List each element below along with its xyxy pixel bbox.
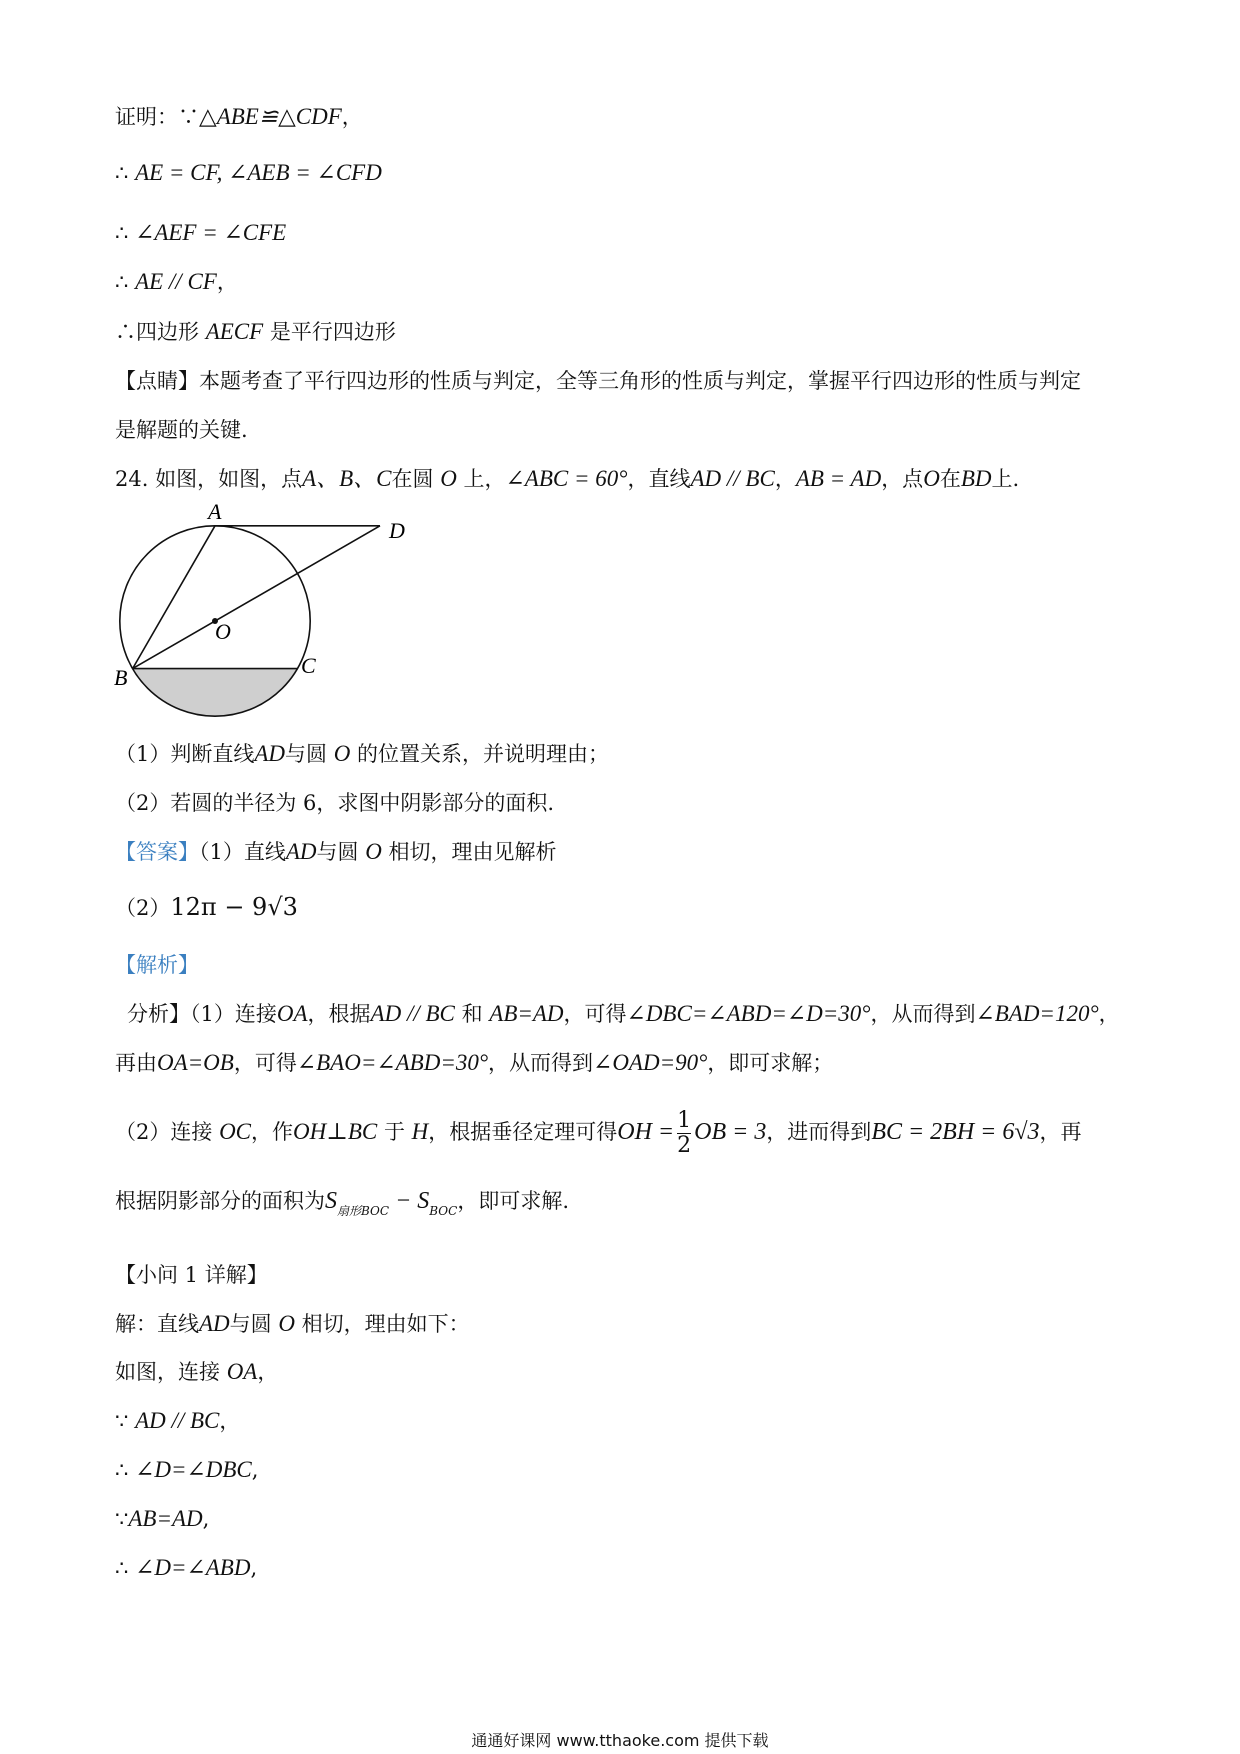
fraction-one-half: $\frac{1}{2}$ xyxy=(677,1108,692,1158)
footer-watermark: 通通好课网 www.tthaoke.com 提供下载 xyxy=(471,1731,769,1750)
answer-tag: 【答案】 xyxy=(115,840,199,864)
jiexi-tag: 【解析】 xyxy=(115,953,199,977)
shaded-segment xyxy=(133,669,298,717)
detail-line-6: ∴ ∠D=∠ABD, xyxy=(115,1555,258,1580)
segment-bd xyxy=(133,526,380,669)
proof-line-4: ∴ AE // CF， xyxy=(115,269,238,294)
detail-tag: 【小问 1 详解】 xyxy=(115,1263,268,1287)
segment-ab xyxy=(133,526,215,669)
label-b: B xyxy=(114,665,128,690)
detail-line-5: ∵AB=AD, xyxy=(115,1506,210,1531)
subquestion-1: （1）判断直线AD与圆 O 的位置关系，并说明理由； xyxy=(115,741,610,766)
detail-line-3: ∵ AD // BC， xyxy=(115,1408,241,1433)
label-o: O xyxy=(215,619,231,644)
analysis-line-1: 分析】（1）连接OA，根据AD // BC 和 AB=AD，可得∠DBC=∠ABD=∠D=30°，从而得到∠BAD=120°， xyxy=(127,1001,1120,1026)
label-a: A xyxy=(208,500,222,524)
proof-line-5: ∴四边形 AECF 是平行四边形 xyxy=(115,319,396,344)
analysis-line-2: 再由OA=OB，可得∠BAO=∠ABD=30°，从而得到∠OAD=90°，即可求解； xyxy=(115,1050,834,1075)
dianjing-line-2: 是解题的关键. xyxy=(115,418,248,442)
analysis-line-4: 根据阴影部分的面积为$S_{扇形BOC} - S_{BOC}$，即可求解. xyxy=(115,1188,570,1218)
question-24-stem: 24. 如图，如图，点A、B、C在圆 O 上，∠ABC = 60°，直线AD // BC，AB = AD，点O在BD上. xyxy=(115,466,1020,491)
proof-line-2: ∴ AE = CF, ∠AEB = ∠CFD xyxy=(115,160,382,185)
dianjing-line-1: 【点睛】本题考查了平行四边形的性质与判定，全等三角形的性质与判定，掌握平行四边形的性质与判定 xyxy=(115,369,1081,393)
label-d: D xyxy=(389,518,405,543)
detail-line-1: 解：直线AD与圆 O 相切，理由如下： xyxy=(115,1311,470,1336)
dianjing-tag: 【点睛】 xyxy=(115,369,199,393)
answer-line-1: 【答案】（1）直线AD与圆 O 相切，理由见解析 xyxy=(115,839,557,864)
answer-line-2: （2）12π − 9√3 xyxy=(115,893,298,921)
proof-line-1: 证明：∵△ABE≌△CDF， xyxy=(115,104,363,129)
subquestion-2: （2）若圆的半径为 6，求图中阴影部分的面积. xyxy=(115,791,555,815)
label-c: C xyxy=(301,653,316,678)
geometry-figure xyxy=(110,500,430,730)
detail-line-2: 如图，连接 OA， xyxy=(115,1359,279,1384)
proof-line-3: ∴ ∠AEF = ∠CFE xyxy=(115,220,287,245)
detail-line-4: ∴ ∠D=∠DBC, xyxy=(115,1457,259,1482)
analysis-line-3: （2）连接 OC，作OH⊥BC 于 H，根据垂径定理可得OH = $\frac{1}{2}$ OB = 3，进而得到BC = 2BH = 6√3，再 xyxy=(115,1108,1082,1158)
